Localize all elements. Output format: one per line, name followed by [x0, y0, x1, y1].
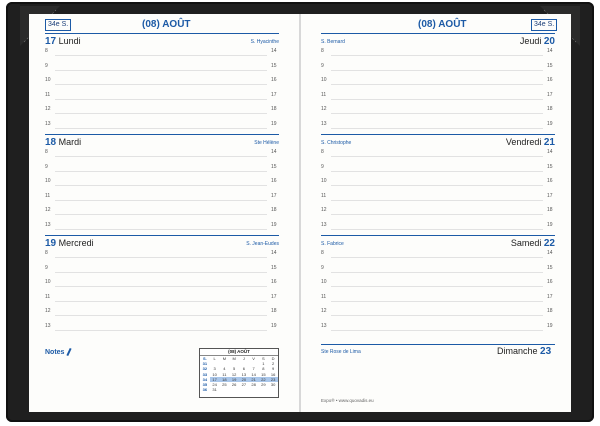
hour-label: 13: [321, 322, 327, 329]
week-number: 34e S.: [45, 19, 71, 31]
hour-label: 16: [547, 77, 553, 83]
hour-line: [55, 301, 267, 302]
hour-label: 19: [547, 120, 553, 127]
calendar-day: 2: [272, 361, 275, 367]
day-name: Vendredi: [505, 137, 542, 147]
calendar-day: [249, 387, 259, 392]
calendar-day: 21: [249, 377, 259, 382]
day-heading: [506, 137, 555, 148]
mini-calendar-grid: [200, 356, 278, 392]
calendar-day: 15: [261, 371, 266, 377]
hour-line: [55, 84, 267, 85]
hour-label: 18: [271, 308, 277, 314]
calendar-day: 31: [212, 387, 217, 393]
calendar-day: 24: [212, 382, 217, 388]
pen-icon: [67, 348, 72, 356]
day-name: Lundi: [58, 36, 81, 46]
hour-label: 18: [547, 207, 553, 213]
day-rule: [321, 134, 555, 135]
calendar-day: 7: [252, 366, 255, 372]
calendar-day: 25: [222, 382, 227, 388]
hour-line: [331, 272, 543, 273]
week-number: 34e S.: [531, 19, 557, 31]
month-title: (08) AOÛT: [418, 19, 467, 30]
calendar-day: 20: [239, 377, 249, 382]
hour-line: [55, 99, 267, 100]
hour-line: [331, 229, 543, 230]
calendar-weekday: V: [252, 356, 255, 361]
hour-label: 11: [321, 293, 327, 300]
calendar-day: 6: [242, 366, 245, 372]
hour-line: [331, 156, 543, 157]
hour-label: 17: [547, 192, 553, 199]
calendar-day: 11: [222, 371, 227, 377]
hour-label: 19: [271, 221, 277, 228]
day-number: 23: [540, 346, 552, 357]
hour-label: 12: [45, 207, 51, 213]
calendar-day: 30: [270, 382, 276, 388]
hour-label: 19: [271, 120, 277, 127]
hour-label: 10: [321, 178, 327, 184]
calendar-weekday: S.: [202, 356, 207, 361]
hour-line: [55, 286, 267, 287]
hour-line: [331, 113, 543, 114]
calendar-weekday: S: [262, 356, 265, 361]
hour-label: 16: [271, 77, 277, 83]
hour-label: 18: [271, 207, 277, 213]
saint-name: S. Bernard: [321, 39, 345, 45]
day-heading: [45, 238, 94, 249]
hour-label: 12: [321, 308, 327, 314]
hour-line: [331, 257, 543, 258]
hour-label: 12: [45, 308, 51, 314]
hour-label: 14: [547, 48, 553, 54]
hour-label: 9: [321, 62, 324, 69]
day-heading: [520, 36, 555, 47]
hour-label: 15: [547, 163, 553, 170]
calendar-day: 5: [233, 366, 236, 372]
hour-line: [55, 214, 267, 215]
hour-line: [55, 257, 267, 258]
hour-label: 13: [45, 120, 51, 127]
hour-label: 17: [271, 293, 277, 300]
hour-label: 12: [321, 106, 327, 112]
day-rule: [321, 235, 555, 236]
day-name: Mercredi: [58, 238, 94, 248]
day-heading: [45, 36, 81, 47]
hour-label: 13: [321, 221, 327, 228]
hour-label: 17: [271, 192, 277, 199]
hour-label: 8: [45, 48, 48, 54]
calendar-day: 10: [212, 371, 217, 377]
hour-label: 15: [271, 163, 277, 170]
hour-label: 19: [271, 322, 277, 329]
calendar-day: 8: [262, 366, 265, 372]
calendar-day: 27: [241, 382, 247, 388]
day-rule: [45, 235, 279, 236]
header-rule: [45, 33, 279, 34]
hour-line: [331, 214, 543, 215]
hour-line: [55, 185, 267, 186]
calendar-day: 9: [272, 366, 275, 372]
calendar-day: 18: [220, 377, 230, 382]
sunday-heading: [497, 346, 551, 357]
saint-name: S. Hyacinthe: [250, 39, 279, 45]
mini-calendar: [199, 348, 279, 398]
hour-label: 15: [547, 264, 553, 271]
calendar-day: 16: [270, 371, 276, 377]
hour-label: 17: [271, 91, 277, 98]
calendar-day: 19: [229, 377, 239, 382]
hour-label: 15: [271, 62, 277, 69]
month-title: (08) AOÛT: [142, 19, 191, 30]
calendar-day: 14: [251, 371, 256, 377]
hour-label: 8: [45, 149, 48, 155]
day-name: Mardi: [58, 137, 82, 147]
saint-name: S. Fabrice: [321, 241, 344, 247]
hour-label: 11: [45, 91, 51, 98]
hour-label: 14: [547, 250, 553, 256]
hour-label: 19: [547, 221, 553, 228]
hour-line: [55, 272, 267, 273]
hour-label: 15: [271, 264, 277, 271]
hour-line: [55, 315, 267, 316]
calendar-day: 12: [231, 371, 237, 377]
hour-line: [331, 171, 543, 172]
hour-label: 12: [45, 106, 51, 112]
hour-label: 13: [321, 120, 327, 127]
hour-label: 11: [45, 192, 51, 199]
hour-label: 10: [45, 279, 51, 285]
hour-label: 13: [45, 221, 51, 228]
hour-label: 16: [271, 178, 277, 184]
hour-line: [331, 301, 543, 302]
day-name: Dimanche: [497, 346, 538, 356]
left-page: [29, 14, 299, 412]
hour-label: 18: [547, 308, 553, 314]
day-number: 20: [543, 36, 555, 47]
hour-line: [55, 55, 267, 56]
calendar-day: 3: [213, 366, 216, 372]
hour-label: 9: [321, 264, 324, 271]
hour-line: [55, 200, 267, 201]
hour-line: [55, 128, 267, 129]
hour-line: [331, 330, 543, 331]
hour-line: [331, 185, 543, 186]
hour-line: [331, 55, 543, 56]
calendar-weekday: D: [271, 356, 275, 361]
calendar-day: 17: [210, 377, 220, 382]
calendar-week-number: 36: [202, 387, 208, 393]
hour-label: 14: [271, 149, 277, 155]
day-name: Jeudi: [519, 36, 542, 46]
hour-line: [331, 315, 543, 316]
calendar-day: 23: [268, 377, 278, 382]
hour-line: [55, 70, 267, 71]
saint-name: S. Jean-Eudes: [246, 241, 279, 247]
day-number: 22: [543, 238, 555, 249]
hour-label: 11: [321, 192, 327, 199]
hour-label: 16: [547, 178, 553, 184]
hour-label: 10: [45, 77, 51, 83]
hour-line: [55, 330, 267, 331]
hour-label: 13: [45, 322, 51, 329]
hour-line: [55, 156, 267, 157]
sunday-rule: [321, 344, 555, 345]
hour-label: 14: [271, 48, 277, 54]
day-name: Samedi: [510, 238, 542, 248]
day-number: 21: [543, 137, 555, 148]
day-number: 17: [45, 36, 57, 47]
hour-label: 8: [321, 250, 324, 256]
hour-label: 10: [321, 279, 327, 285]
calendar-day: 13: [241, 371, 247, 377]
hour-label: 17: [547, 91, 553, 98]
hour-label: 11: [321, 91, 327, 98]
calendar-weekday: J: [242, 356, 245, 361]
hour-label: 9: [45, 62, 48, 69]
calendar-day: 26: [231, 382, 237, 388]
hour-label: 18: [547, 106, 553, 112]
hour-label: 15: [547, 62, 553, 69]
calendar-day: [229, 387, 239, 392]
hour-line: [331, 84, 543, 85]
saint-name: Ste Hélène: [254, 140, 279, 146]
header-rule: [321, 33, 555, 34]
calendar-day: 1: [262, 361, 265, 367]
calendar-day: [239, 387, 249, 392]
calendar-day: 28: [251, 382, 256, 388]
calendar-day: [268, 387, 278, 392]
day-heading: [45, 137, 81, 148]
right-page: [301, 14, 571, 412]
calendar-day: 29: [261, 382, 266, 388]
saint-name: S. Christophe: [321, 140, 352, 146]
hour-label: 18: [271, 106, 277, 112]
hour-line: [331, 99, 543, 100]
hour-label: 10: [321, 77, 327, 83]
hour-line: [55, 229, 267, 230]
hour-label: 17: [547, 293, 553, 300]
calendar-weekday: M: [222, 356, 227, 361]
calendar-day: 22: [259, 377, 269, 382]
mini-calendar-title: (08) AOÛT: [200, 349, 278, 356]
hour-label: 14: [271, 250, 277, 256]
calendar-week-number: 33: [202, 371, 208, 377]
calendar-day: 4: [223, 366, 226, 372]
calendar-week-number: 34: [202, 376, 208, 382]
hour-line: [331, 70, 543, 71]
hour-label: 8: [45, 250, 48, 256]
calendar-week-number: 31: [202, 361, 208, 367]
hour-label: 12: [321, 207, 327, 213]
calendar-day: [220, 387, 230, 392]
day-number: 19: [45, 238, 57, 249]
calendar-weekday: M: [232, 356, 236, 361]
hour-label: 16: [271, 279, 277, 285]
calendar-day: [259, 387, 269, 392]
hour-label: 9: [45, 264, 48, 271]
calendar-weekday: L: [213, 356, 216, 361]
day-rule: [45, 134, 279, 135]
hour-label: 19: [547, 322, 553, 329]
hour-line: [331, 286, 543, 287]
hour-line: [331, 128, 543, 129]
hour-line: [331, 200, 543, 201]
publisher-footer: Expo® • www.quovadis.eu: [321, 398, 374, 403]
hour-line: [55, 171, 267, 172]
day-heading: [511, 238, 555, 249]
hour-label: 8: [321, 149, 324, 155]
hour-line: [55, 113, 267, 114]
day-number: 18: [45, 137, 57, 148]
notes-label: Notes: [45, 348, 70, 356]
hour-label: 9: [45, 163, 48, 170]
sunday-saint: Ste Rose de Lima: [321, 349, 361, 355]
calendar-week-number: 32: [202, 366, 208, 372]
hour-label: 10: [45, 178, 51, 184]
calendar-week-number: 35: [202, 382, 208, 388]
hour-label: 11: [45, 293, 51, 300]
hour-label: 16: [547, 279, 553, 285]
hour-label: 8: [321, 48, 324, 54]
hour-label: 14: [547, 149, 553, 155]
hour-label: 9: [321, 163, 324, 170]
